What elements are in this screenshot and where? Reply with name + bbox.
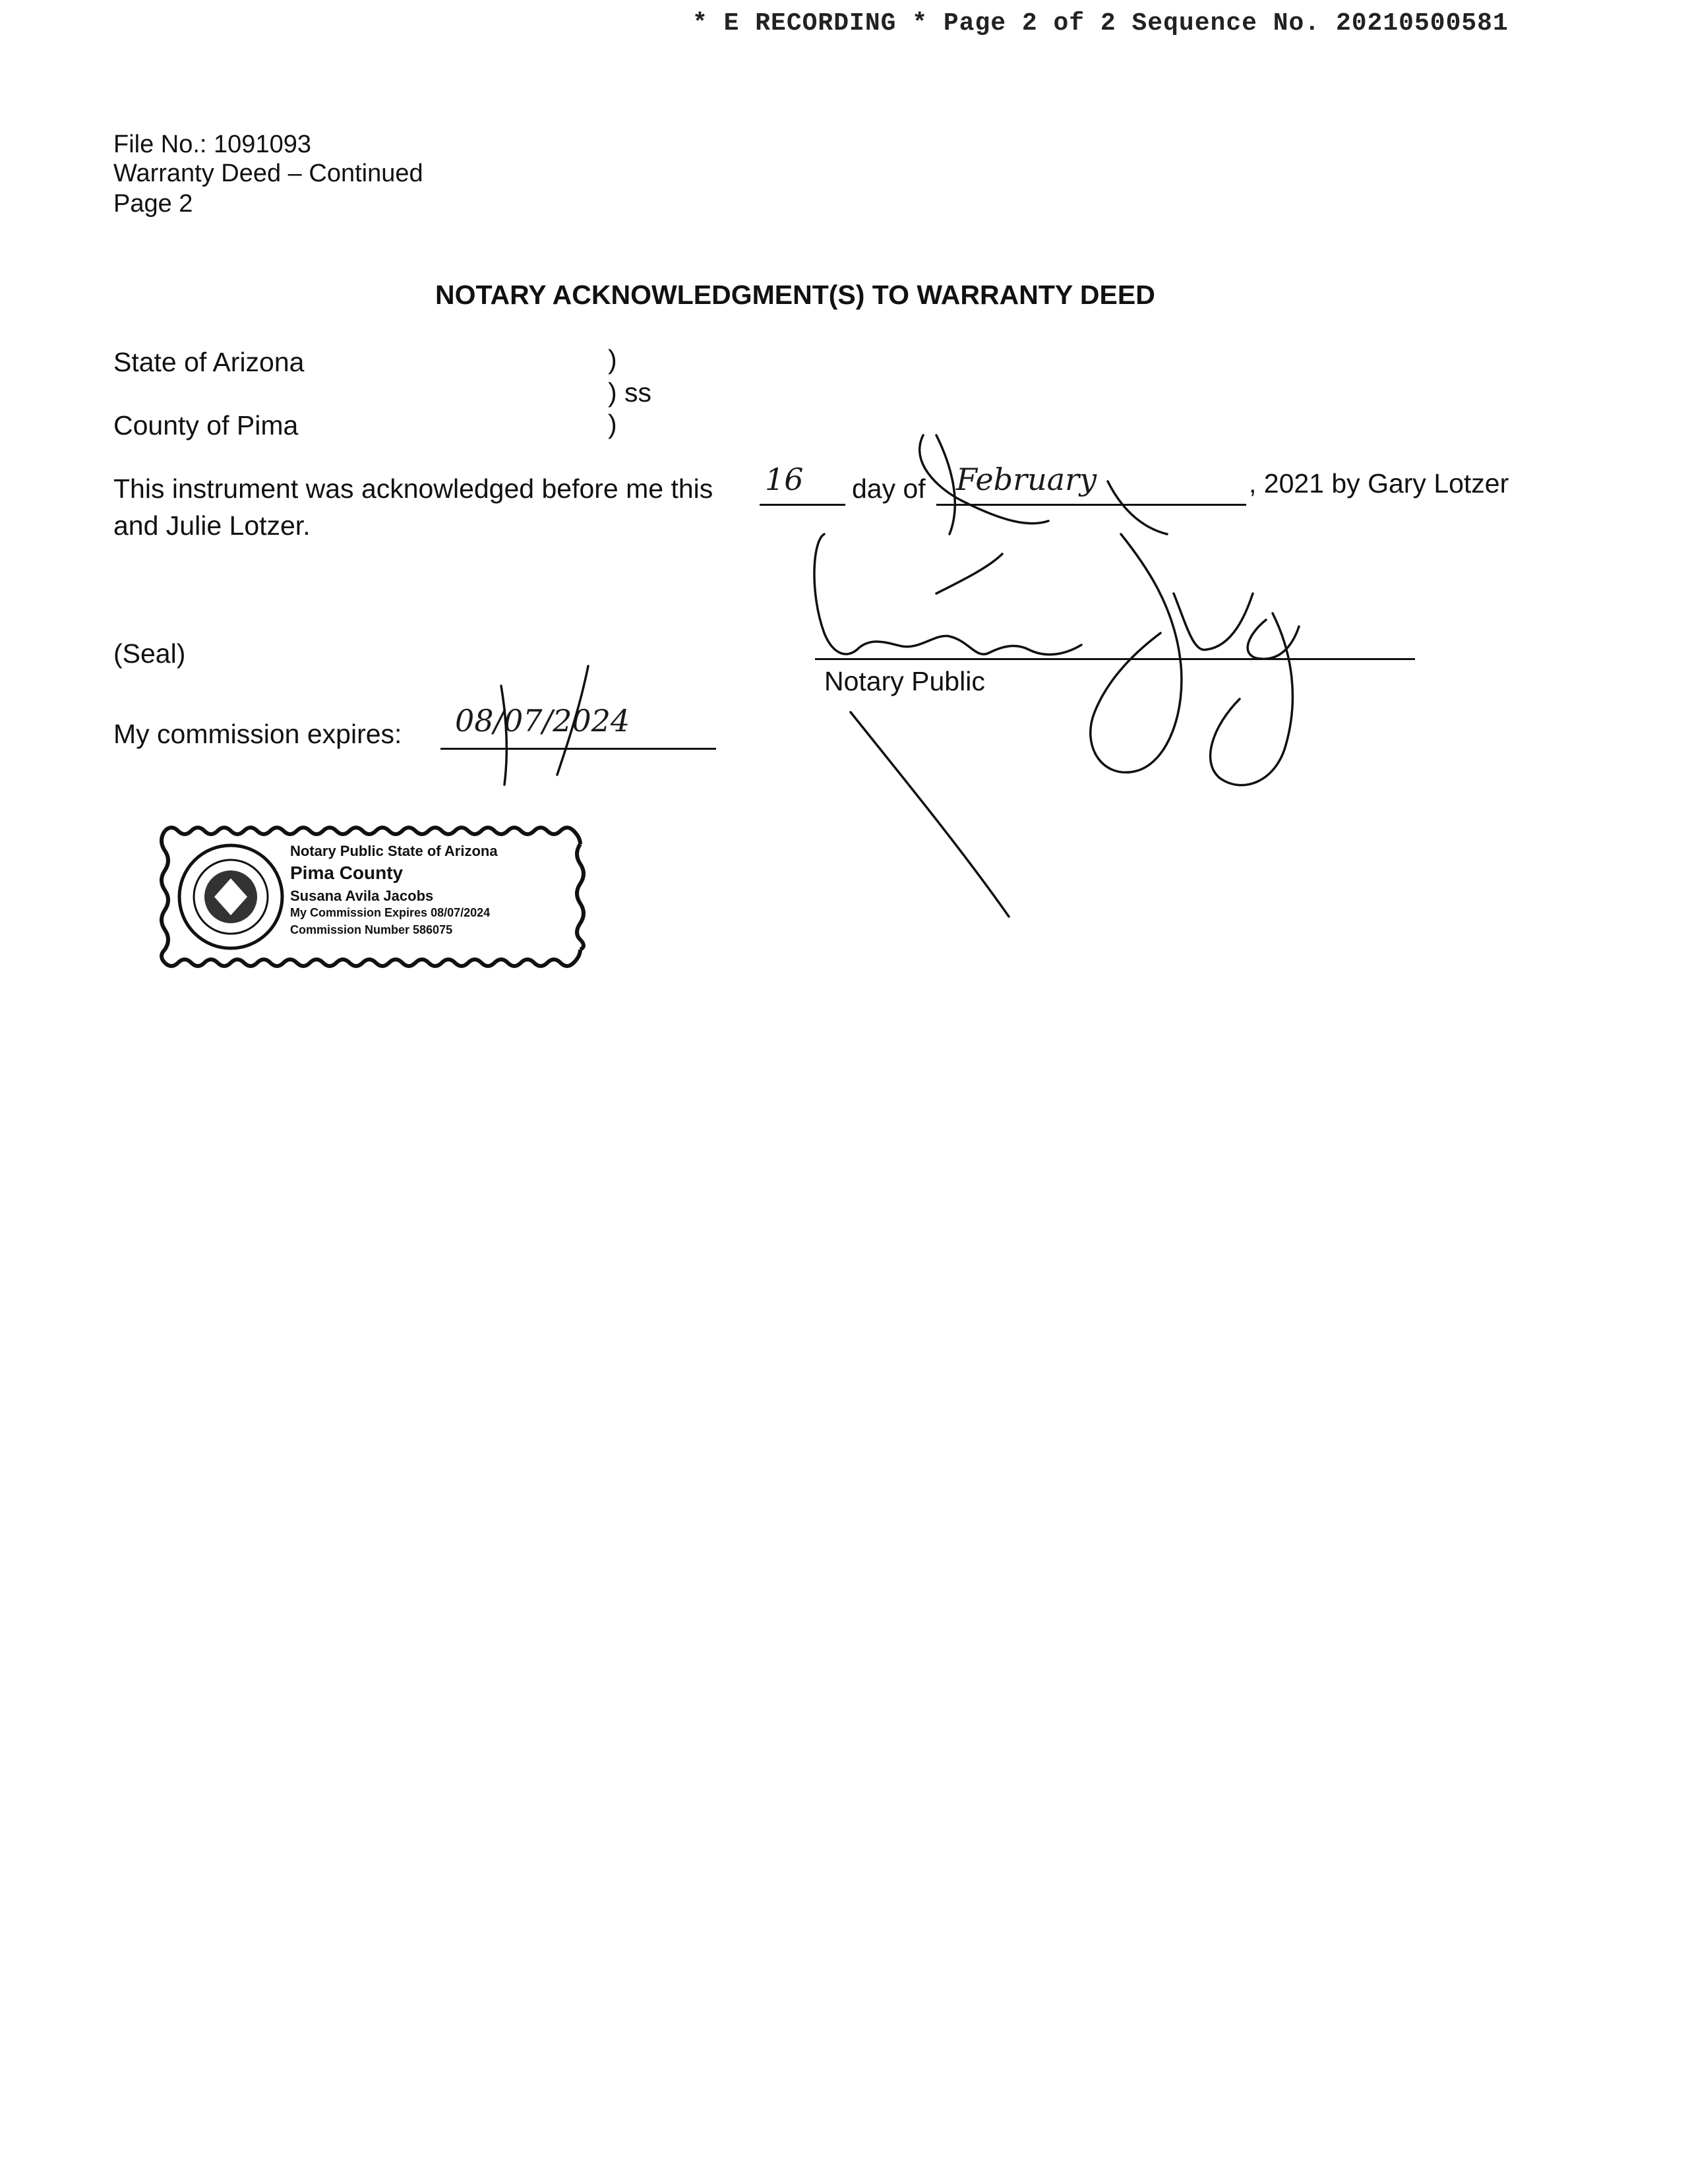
acknowledgment-month-handwritten: February <box>956 462 1097 497</box>
acknowledgment-mid: day of <box>852 473 926 504</box>
venue-state: State of Arizona <box>113 347 305 377</box>
document-name: Warranty Deed – Continued <box>113 160 423 187</box>
notary-stamp <box>158 824 587 969</box>
venue-county: County of Pima <box>113 410 299 440</box>
venue-paren-top: ) <box>608 344 617 375</box>
file-number: File No.: 1091093 <box>113 131 311 158</box>
acknowledgment-suffix: , 2021 by Gary Lotzer <box>1249 468 1509 499</box>
stamp-line-2: Pima County <box>290 863 404 883</box>
stamp-line-5: Commission Number 586075 <box>290 923 453 936</box>
document-title: NOTARY ACKNOWLEDGMENT(S) TO WARRANTY DEED <box>435 280 1155 310</box>
recording-header: * E RECORDING * Page 2 of 2 Sequence No. 20210500581 <box>692 9 1509 38</box>
commission-label: My commission expires: <box>113 719 402 749</box>
seal-label: (Seal) <box>113 638 186 669</box>
stamp-line-1: Notary Public State of Arizona <box>290 843 498 859</box>
stamp-line-3: Susana Avila Jacobs <box>290 888 434 904</box>
venue-paren-ss: ) ss <box>608 377 652 408</box>
page-number: Page 2 <box>113 190 193 218</box>
notary-public-label: Notary Public <box>824 666 985 696</box>
acknowledgment-prefix: This instrument was acknowledged before me this <box>113 473 713 504</box>
stamp-line-4: My Commission Expires 08/07/2024 <box>290 906 491 919</box>
acknowledgment-day-handwritten: 16 <box>765 462 804 497</box>
acknowledgment-line2: and Julie Lotzer. <box>113 510 311 541</box>
venue-paren-bottom: ) <box>608 409 617 439</box>
commission-date-handwritten: 08/07/2024 <box>455 703 630 739</box>
